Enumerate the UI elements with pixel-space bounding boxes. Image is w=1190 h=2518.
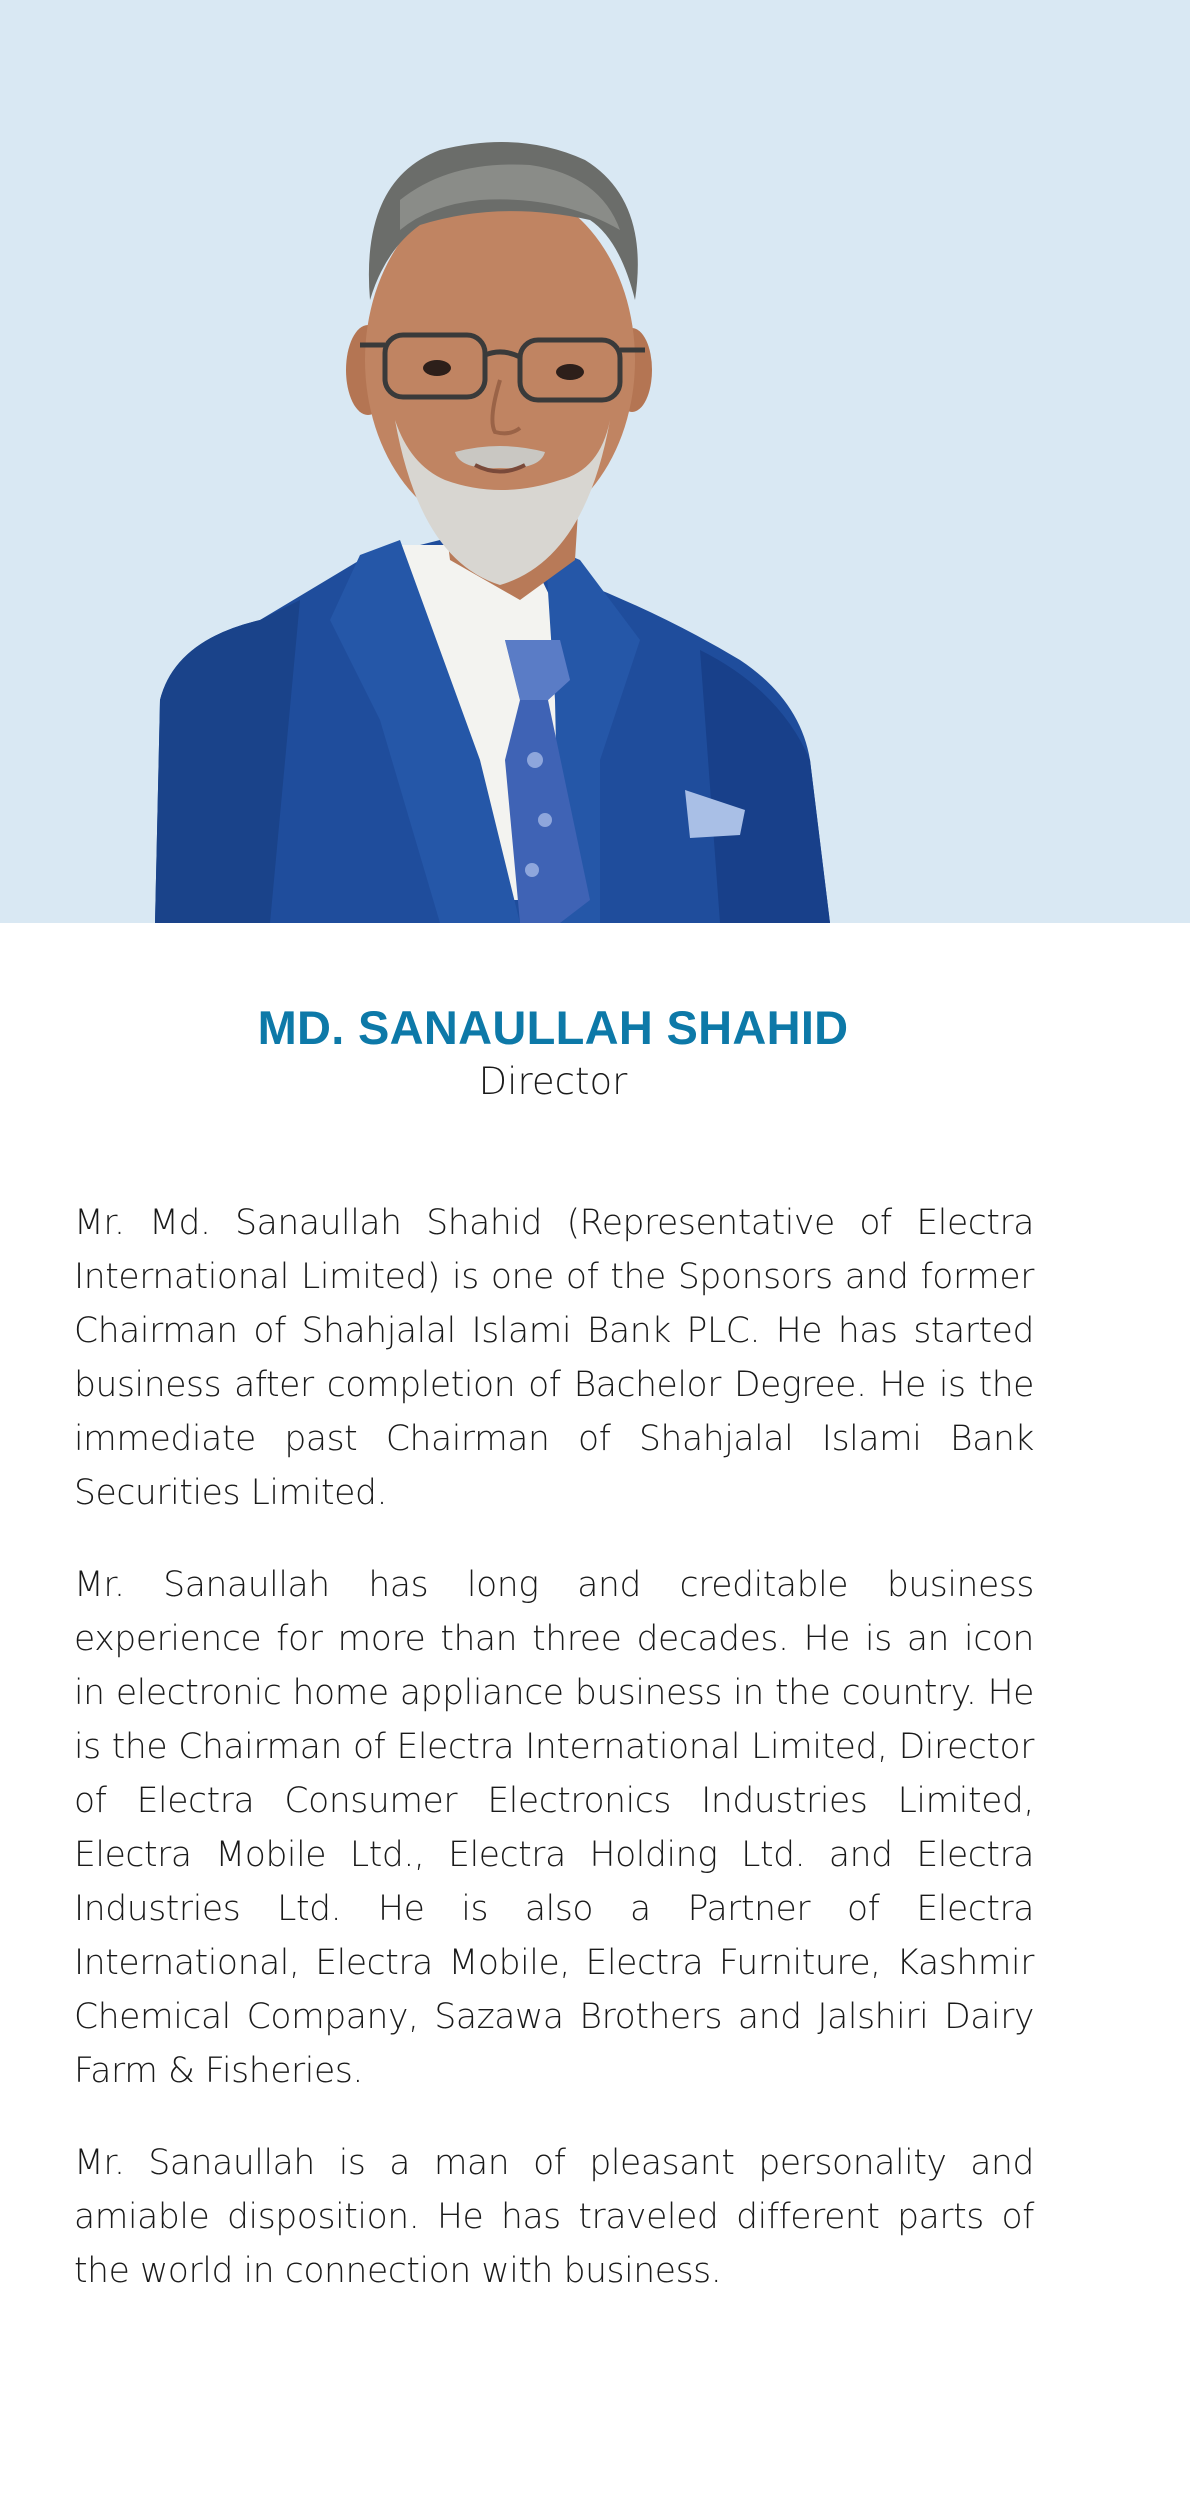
portrait-photo (0, 0, 1190, 923)
portrait-photo-panel (0, 0, 1190, 923)
bio-paragraph-1: Mr. Md. Sanaullah Shahid (Representative of Electra International Limited) is one of the Sponsors and former Chairman of Shahjalal Islami Bank PLC. He has started business after completion of Bachelor Degree. He is the immediate past Chairman of Shahjalal Islami Bank Securities Limited. (74, 1203, 1034, 1513)
profile-header (0, 1000, 1106, 1105)
person-name: MD. SANAULLAH SHAHID (257, 1001, 849, 1054)
person-title: Director (478, 1060, 628, 1104)
biography (74, 1196, 1034, 2336)
bio-paragraph-3: Mr. Sanaullah is a man of pleasant personality and amiable disposition. He has traveled different parts of the world in connection with business. (74, 2143, 1034, 2291)
bio-paragraph-2: Mr. Sanaullah has long and creditable business experience for more than three decades. He is an icon in electronic home appliance business in the country. He is the Chairman of Electra International Limited, Director of Electra Consumer Electronics Industries Limited, Electra Mobile Ltd., Electra Holding Ltd. and Electra Industries Ltd. He is also a Partner of Electra International, Electra Mobile, Electra Furniture, Kashmir Chemical Company, Sazawa Brothers and Jalshiri Dairy Farm & Fisheries. (74, 1565, 1034, 2091)
